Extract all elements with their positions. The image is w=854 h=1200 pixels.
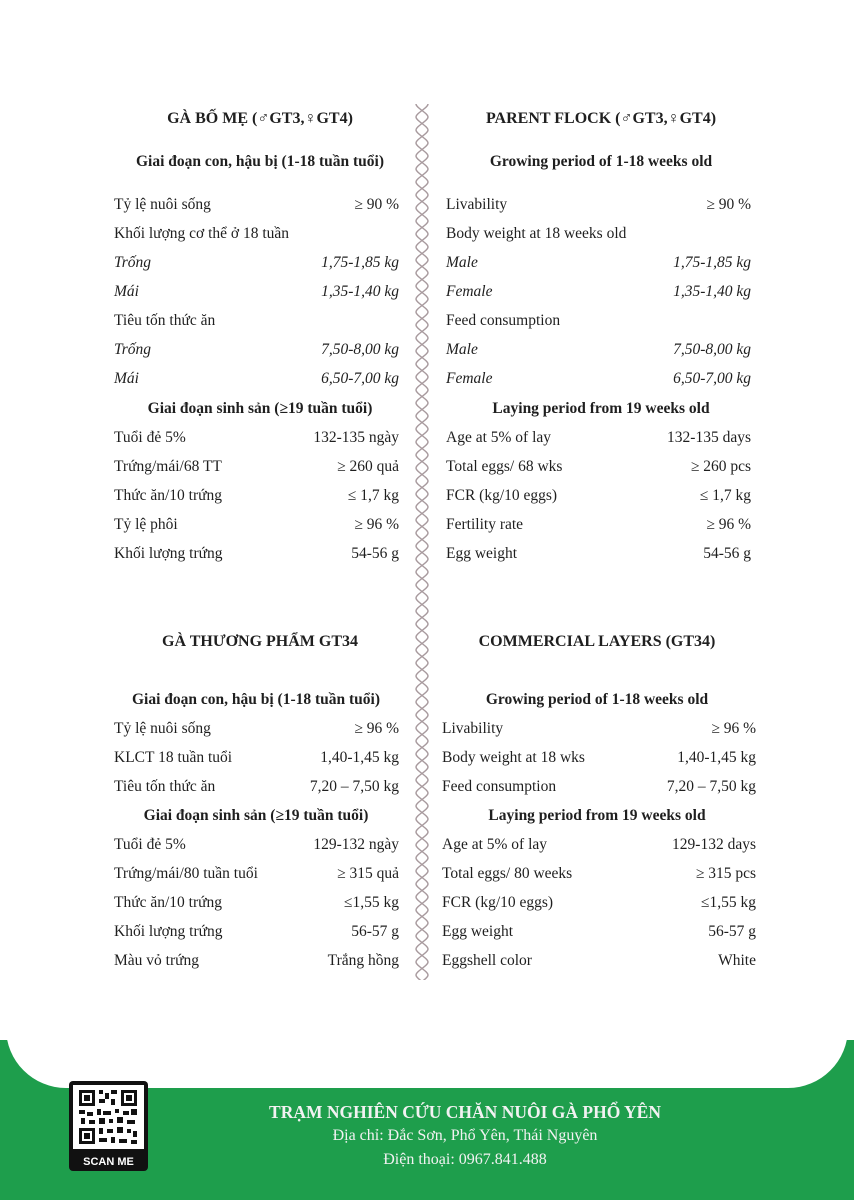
row-label: Feed consumption bbox=[442, 778, 557, 795]
table-row bbox=[114, 720, 399, 738]
row-value: ≥ 315 pcs bbox=[695, 865, 756, 882]
row-label: Tiêu tốn thức ăn bbox=[114, 778, 216, 795]
row-value: 1,35-1,40 kg bbox=[673, 283, 751, 300]
row-value: 56-57 g bbox=[351, 923, 399, 940]
row-label: FCR (kg/10 eggs) bbox=[442, 894, 554, 911]
row-value: 129-132 ngày bbox=[313, 836, 399, 853]
row-value: 54-56 g bbox=[351, 545, 399, 562]
row-value: 129-132 days bbox=[672, 836, 756, 853]
row-label: Thức ăn/10 trứng bbox=[114, 894, 223, 911]
table-row bbox=[442, 952, 756, 970]
table-row bbox=[114, 341, 399, 359]
row-value: ≥ 96 % bbox=[711, 720, 756, 737]
row-label: Livability bbox=[442, 720, 504, 737]
row-value: 132-135 ngày bbox=[313, 429, 399, 446]
row-label: KLCT 18 tuần tuổi bbox=[114, 749, 233, 766]
row-label: Tỷ lệ phôi bbox=[114, 516, 178, 533]
row-value: 54-56 g bbox=[703, 545, 751, 562]
row-value: ≥ 260 pcs bbox=[690, 458, 751, 475]
table-row bbox=[114, 923, 399, 941]
row-value: 1,75-1,85 kg bbox=[673, 254, 751, 271]
table-row bbox=[446, 370, 751, 388]
section-title: COMMERCIAL LAYERS (GT34) bbox=[478, 633, 716, 650]
row-value: 1,40-1,45 kg bbox=[677, 749, 756, 766]
row-value: ≥ 96 % bbox=[354, 516, 399, 533]
row-label: Trống bbox=[114, 254, 152, 271]
table-row bbox=[114, 254, 399, 272]
row-label: Age at 5% of lay bbox=[442, 836, 548, 853]
growing-heading: Growing period of 1-18 weeks old bbox=[485, 691, 709, 708]
row-label: FCR (kg/10 eggs) bbox=[446, 487, 558, 504]
row-label: Tỷ lệ nuôi sống bbox=[114, 720, 211, 737]
table-row bbox=[114, 312, 399, 330]
laying-heading: Laying period from 19 weeks old bbox=[492, 400, 710, 417]
org-name: TRẠM NGHIÊN CỨU CHĂN NUÔI GÀ PHỔ YÊN bbox=[269, 1102, 661, 1122]
growing-heading: Growing period of 1-18 weeks old bbox=[489, 153, 713, 170]
row-label: Tiêu tốn thức ăn bbox=[114, 312, 216, 329]
table-row bbox=[114, 487, 399, 505]
table-row bbox=[114, 196, 399, 214]
row-value: ≥ 96 % bbox=[354, 720, 399, 737]
row-value: ≥ 260 quả bbox=[337, 458, 399, 475]
qr-code[interactable] bbox=[69, 1081, 148, 1171]
table-row bbox=[446, 545, 751, 563]
row-value: 6,50-7,00 kg bbox=[673, 370, 751, 387]
table-row bbox=[442, 836, 756, 854]
row-label: Total eggs/ 68 wks bbox=[446, 458, 563, 475]
row-value: 7,20 – 7,50 kg bbox=[666, 778, 756, 795]
row-value: ≤1,55 kg bbox=[700, 894, 756, 911]
row-label: Female bbox=[446, 283, 493, 300]
row-value: ≥ 90 % bbox=[354, 196, 399, 213]
table-row bbox=[442, 865, 756, 883]
row-value: 7,50-8,00 kg bbox=[321, 341, 399, 358]
qr-label: SCAN ME bbox=[83, 1156, 134, 1168]
row-label: Body weight at 18 wks bbox=[442, 749, 585, 766]
table-row bbox=[446, 341, 751, 359]
footer-curve bbox=[6, 1000, 848, 1088]
row-label: Trứng/mái/80 tuần tuổi bbox=[114, 865, 258, 882]
row-label: Age at 5% of lay bbox=[446, 429, 552, 446]
table-row bbox=[114, 865, 399, 883]
row-label: Khối lượng trứng bbox=[114, 545, 223, 562]
row-value: ≤ 1,7 kg bbox=[347, 487, 399, 504]
row-value: ≥ 315 quả bbox=[337, 865, 399, 882]
table-row bbox=[114, 283, 399, 301]
chain-divider bbox=[412, 104, 432, 980]
table-row bbox=[446, 254, 751, 272]
row-value: 56-57 g bbox=[708, 923, 756, 940]
laying-heading: Giai đoạn sinh sản (≥19 tuần tuổi) bbox=[143, 807, 369, 824]
table-row bbox=[446, 283, 751, 301]
table-row bbox=[442, 778, 756, 796]
row-label: Female bbox=[446, 370, 493, 387]
row-label: Trứng/mái/68 TT bbox=[114, 458, 222, 475]
row-label: Khối lượng cơ thể ở 18 tuần bbox=[114, 225, 290, 242]
row-value: 1,40-1,45 kg bbox=[320, 749, 399, 766]
table-row bbox=[114, 225, 399, 243]
row-label: Màu vỏ trứng bbox=[114, 952, 200, 969]
table-row bbox=[442, 923, 756, 941]
row-value: 6,50-7,00 kg bbox=[321, 370, 399, 387]
row-label: Tỷ lệ nuôi sống bbox=[114, 196, 211, 213]
section-title: GÀ THƯƠNG PHẨM GT34 bbox=[162, 633, 358, 650]
table-row bbox=[114, 516, 399, 534]
row-label: Thức ăn/10 trứng bbox=[114, 487, 223, 504]
address: Địa chỉ: Đắc Sơn, Phổ Yên, Thái Nguyên bbox=[332, 1127, 598, 1144]
row-value: ≥ 90 % bbox=[706, 196, 751, 213]
row-label: Mái bbox=[114, 283, 139, 300]
growing-heading: Giai đoạn con, hậu bị (1-18 tuần tuổi) bbox=[135, 153, 385, 170]
row-label: Male bbox=[446, 254, 478, 271]
table-row bbox=[114, 458, 399, 476]
row-value: 132-135 days bbox=[667, 429, 751, 446]
table-row bbox=[114, 836, 399, 854]
section-title: GÀ BỐ MẸ (♂GT3,♀GT4) bbox=[167, 110, 353, 127]
row-value: ≤1,55 kg bbox=[343, 894, 399, 911]
table-row bbox=[114, 778, 399, 796]
row-label: Tuổi đẻ 5% bbox=[114, 429, 186, 446]
row-value: ≤ 1,7 kg bbox=[699, 487, 751, 504]
row-label: Livability bbox=[446, 196, 508, 213]
table-row bbox=[114, 370, 399, 388]
row-label: Khối lượng trứng bbox=[114, 923, 223, 940]
table-row bbox=[114, 894, 399, 912]
table-row bbox=[442, 749, 756, 767]
table-row bbox=[446, 225, 751, 243]
row-label: Egg weight bbox=[446, 545, 518, 562]
table-row bbox=[446, 516, 751, 534]
table-row bbox=[446, 196, 751, 214]
row-label: Fertility rate bbox=[446, 516, 524, 533]
row-value: 7,50-8,00 kg bbox=[673, 341, 751, 358]
row-value: 1,75-1,85 kg bbox=[321, 254, 399, 271]
table-row bbox=[446, 429, 751, 447]
table-row bbox=[114, 952, 399, 970]
table-row bbox=[446, 458, 751, 476]
growing-heading: Giai đoạn con, hậu bị (1-18 tuần tuổi) bbox=[131, 691, 381, 708]
phone: Điện thoại: 0967.841.488 bbox=[383, 1151, 547, 1168]
row-label: Body weight at 18 weeks old bbox=[446, 225, 627, 242]
row-label: Male bbox=[446, 341, 478, 358]
row-value: ≥ 96 % bbox=[706, 516, 751, 533]
row-label: Feed consumption bbox=[446, 312, 561, 329]
row-label: Eggshell color bbox=[442, 952, 532, 969]
row-value: Trắng hồng bbox=[327, 952, 399, 969]
row-value: 7,20 – 7,50 kg bbox=[309, 778, 399, 795]
row-label: Tuổi đẻ 5% bbox=[114, 836, 186, 853]
table-row bbox=[446, 487, 751, 505]
table-row bbox=[442, 720, 756, 738]
qr-code-icon bbox=[73, 1085, 144, 1149]
row-label: Trống bbox=[114, 341, 152, 358]
table-row bbox=[114, 429, 399, 447]
section-title: PARENT FLOCK (♂GT3,♀GT4) bbox=[485, 110, 717, 127]
table-row bbox=[114, 545, 399, 563]
table-row bbox=[442, 894, 756, 912]
table-row bbox=[446, 312, 751, 330]
row-label: Total eggs/ 80 weeks bbox=[442, 865, 573, 882]
laying-heading: Laying period from 19 weeks old bbox=[488, 807, 706, 824]
table-row bbox=[114, 749, 399, 767]
row-label: Egg weight bbox=[442, 923, 514, 940]
row-value: 1,35-1,40 kg bbox=[321, 283, 399, 300]
laying-heading: Giai đoạn sinh sản (≥19 tuần tuổi) bbox=[147, 400, 373, 417]
row-label: Mái bbox=[114, 370, 139, 387]
row-value: White bbox=[718, 952, 756, 969]
